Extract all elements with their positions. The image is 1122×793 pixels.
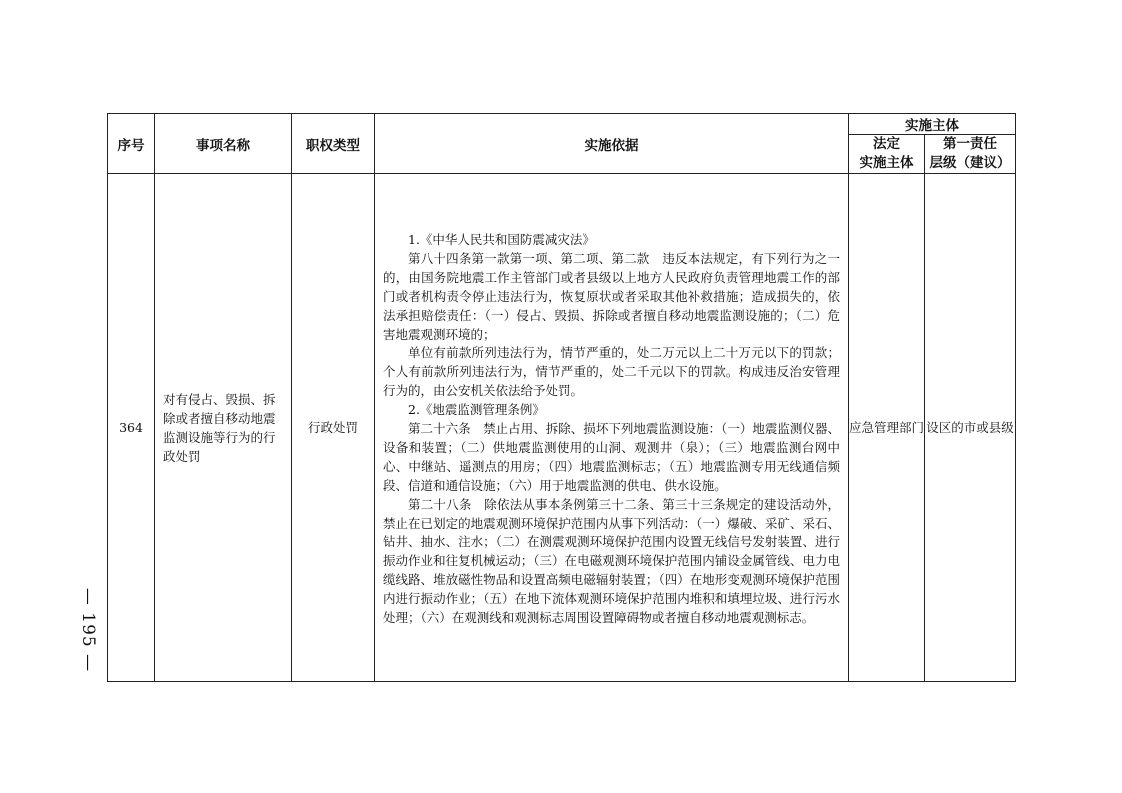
header-subject-group: 实施主体 [849, 114, 1016, 135]
header-first-responsibility [925, 135, 1016, 174]
header-first-resp-line1: 第一责任 [943, 136, 997, 152]
header-power-type: 职权类型 [292, 114, 375, 174]
header-legal-subject [849, 135, 925, 174]
cell-item-name: 对有侵占、毁损、拆除或者擅自移动地震监测设施等行为的行政处罚 [155, 174, 292, 682]
basis-paragraph: 第二十六条 禁止占用、拆除、损坏下列地震监测设施：（一）地震监测仪器、设备和装置；（二）供地震监测使用的山洞、观测井（泉）；（三）地震监测台网中心、中继站、遥测点的用房；（四）地震监测标志；（五）地震监测专用无线通信频段、信道和通信设施；（六）用于地震监测的供电、供水设施。 [383, 421, 840, 493]
cell-first-responsibility: 设区的市或县级 [925, 174, 1016, 682]
basis-paragraph: 单位有前款所列违法行为，情节严重的，处二万元以上二十万元以下的罚款；个人有前款所列违法行为，情节严重的，处二千元以下的罚款。构成违反治安管理行为的，由公安机关依法给予处罚。 [383, 345, 840, 399]
basis-paragraph: 1.《中华人民共和国防震减灾法》 [408, 231, 595, 247]
header-legal-subject-line1: 法定 [873, 136, 900, 152]
basis-paragraph: 2.《地震监测管理条例》 [408, 402, 545, 418]
table-row [108, 174, 1016, 682]
cell-power-type: 行政处罚 [292, 174, 375, 682]
header-seq: 序号 [108, 114, 155, 174]
cell-seq: 364 [108, 174, 155, 682]
cell-legal-subject: 应急管理部门 [849, 174, 925, 682]
header-item-name: 事项名称 [155, 114, 292, 174]
header-first-resp-line2: 层级（建议） [929, 155, 1011, 171]
header-row-1 [108, 114, 1016, 135]
page-number-text: — 195 — [78, 587, 99, 673]
basis-paragraph: 第二十八条 除依法从事本条例第三十二条、第三十三条规定的建设活动外，禁止在已划定的地震观测环境保护范围内从事下列活动：（一）爆破、采矿、采石、钻井、抽水、注水；（二）在测震观测环境保护范围内设置无线信号发射装置、进行振动作业和往复机械运动；（三）在电磁观测环境保护范围内铺设金属管线、电力电缆线路、堆放磁性物品和设置高频电磁辐射装置；（四）在地形变观测环境保护范围内进行振动作业；（五）在地下流体观测环境保护范围内堆积和填埋垃圾、进行污水处理；（六）在观测线和观测标志周围设置障碍物或者擅自移动地震观测标志。 [383, 496, 840, 626]
basis-paragraph: 第八十四条第一款第一项、第二项、第二款 违反本法规定，有下列行为之一的，由国务院地震工作主管部门或者县级以上地方人民政府负责管理地震工作的部门或者机构责令停止违法行为，恢复原状或者采取其他补救措施；造成损失的，依法承担赔偿责任：（一）侵占、毁损、拆除或者擅自移动地震监测设施的；（二）危害地震观测环境的； [383, 250, 840, 342]
cell-basis [375, 174, 849, 682]
basis-text [383, 231, 840, 628]
header-basis: 实施依据 [375, 114, 849, 174]
header-legal-subject-line2: 实施主体 [859, 155, 914, 171]
authority-table [107, 113, 1016, 682]
